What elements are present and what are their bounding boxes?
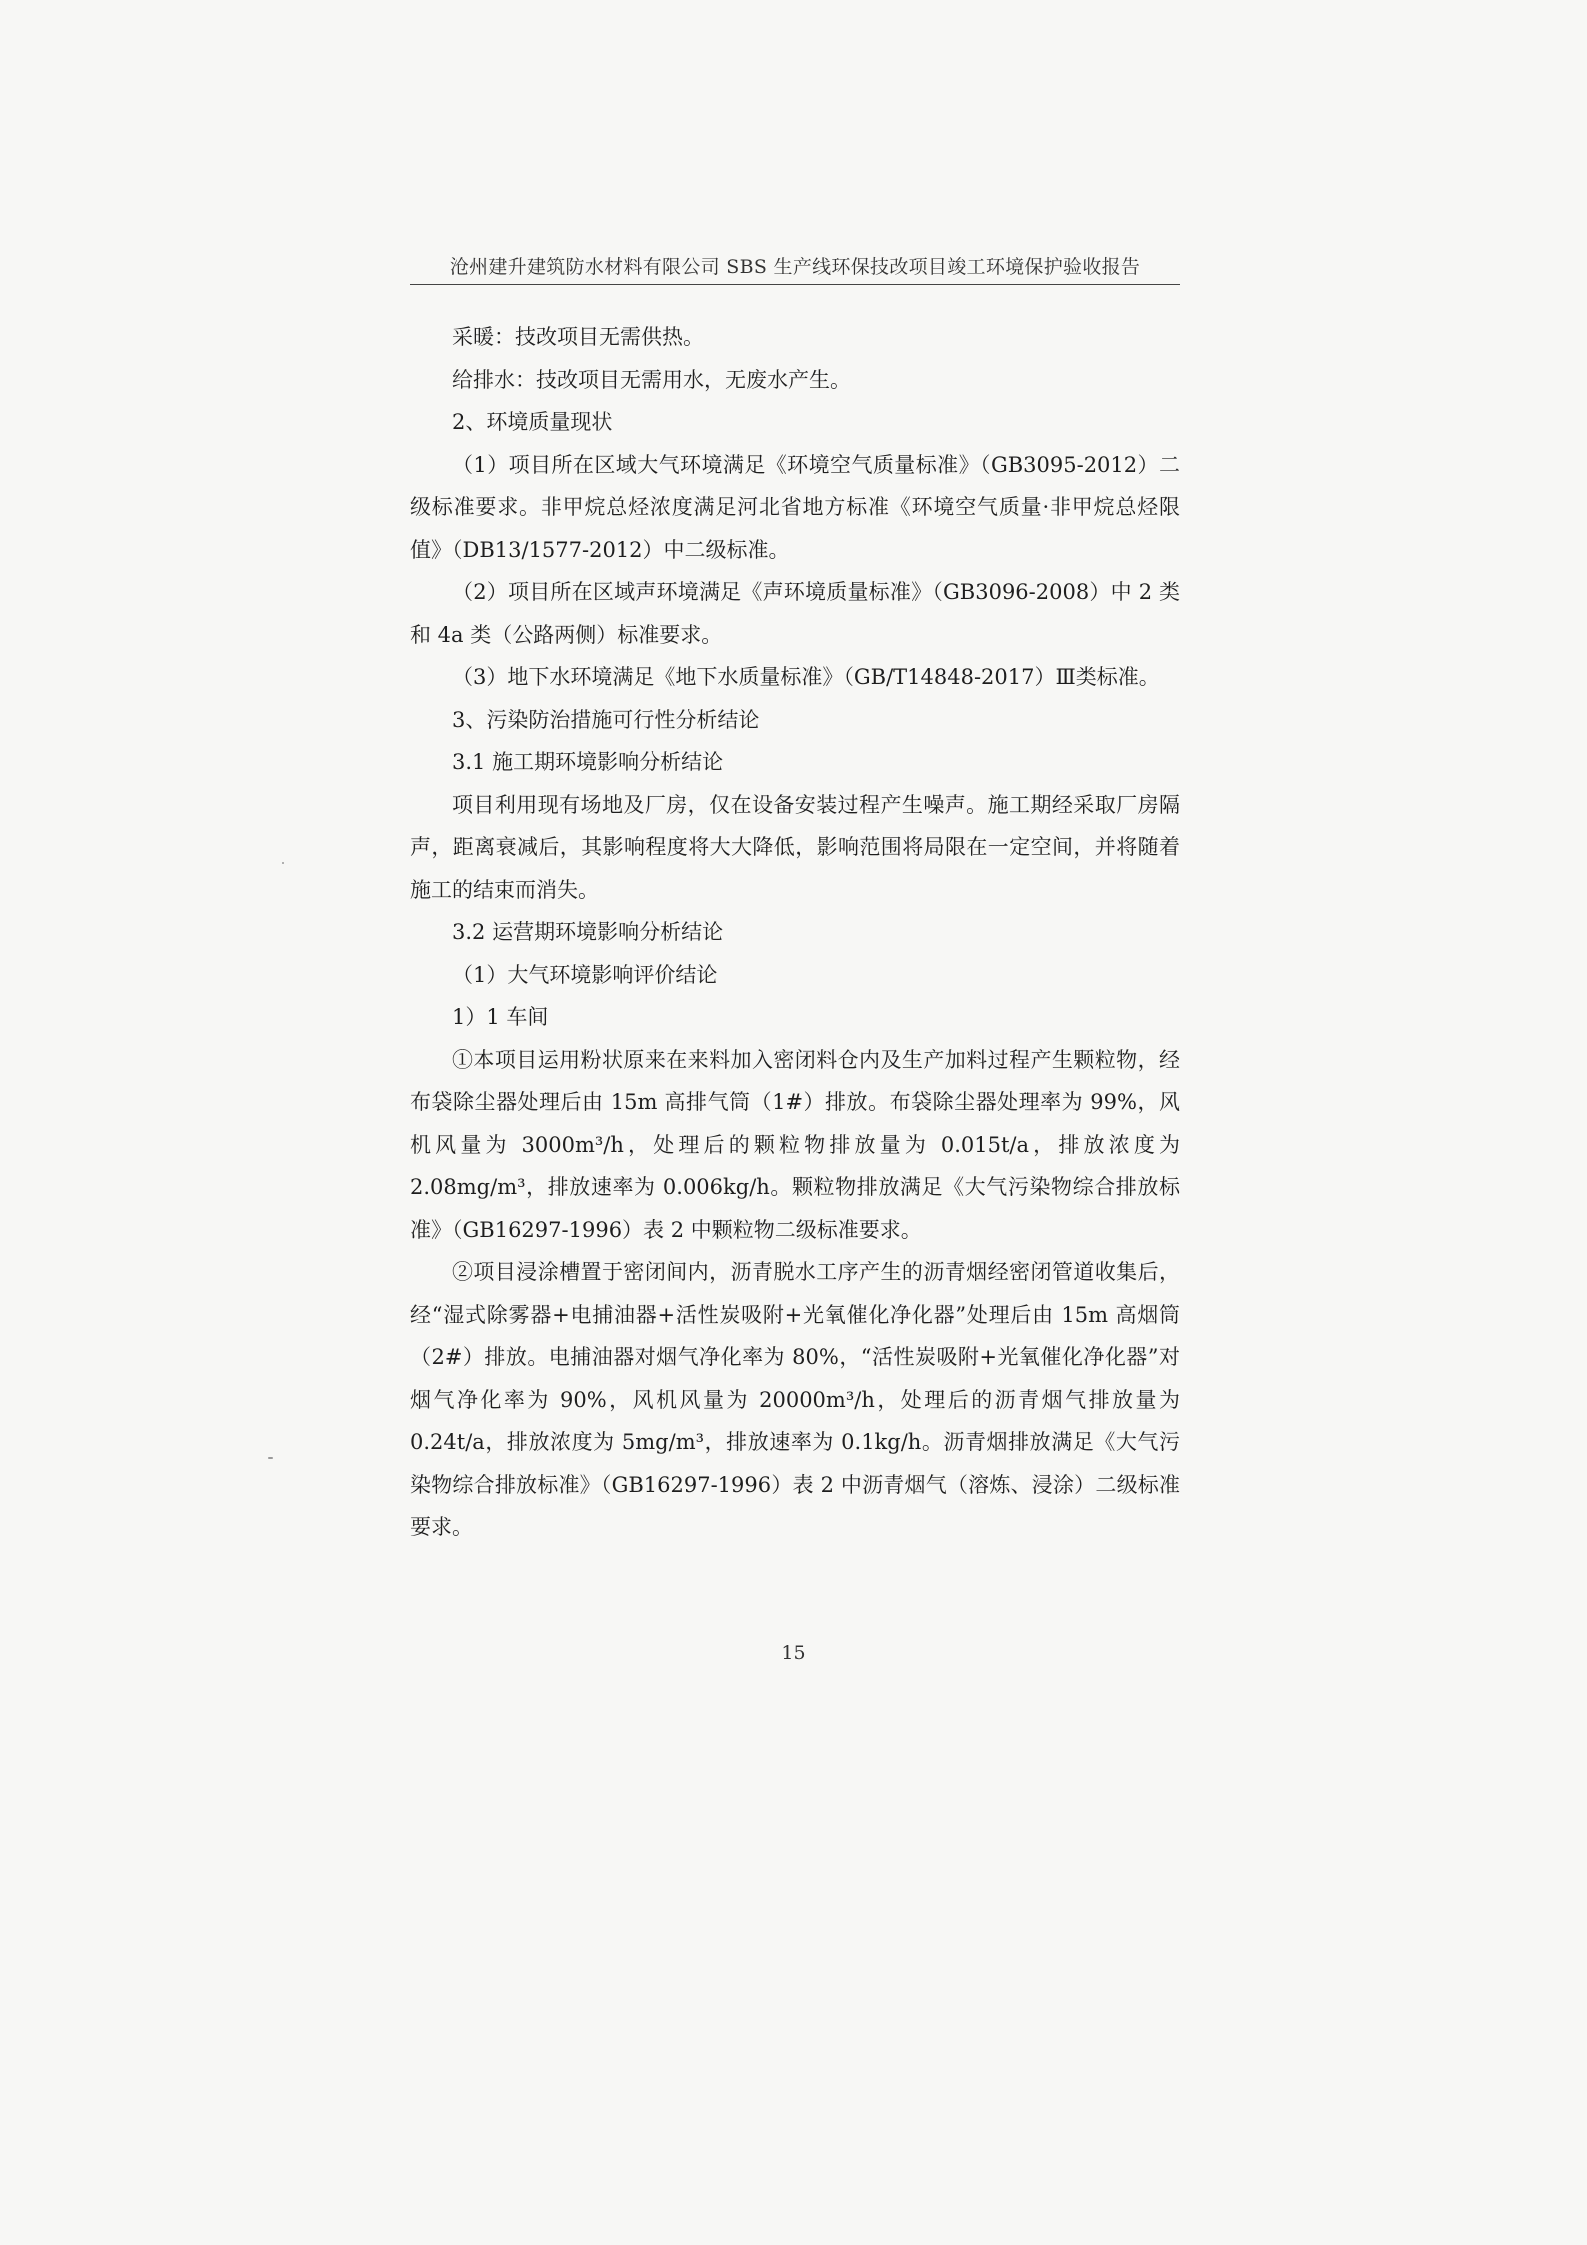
heading-environmental-quality: 2、环境质量现状 [452, 410, 613, 434]
heading-workshop-1: 1）1 车间 [452, 1005, 549, 1029]
header-rule [410, 284, 1180, 285]
paragraph-acoustic-quality: （2）项目所在区域声环境满足《声环境质量标准》（GB3096-2008）中 2 类和 4a 类（公路两侧）标准要求。 [410, 580, 1180, 647]
paragraph-particulate-emission: ①本项目运用粉状原来在来料加入密闭料仓内及生产加料过程产生颗粒物，经布袋除尘器处理后由 15m 高排气筒（1#）排放。布袋除尘器处理率为 99%，风机风量为 3000m³/h，处理后的颗粒物排放量为 0.015t/a，排放浓度为 2.08mg/m³，排放速率为 0.006kg/h。颗粒物排放满足《大气污染物综合排放标准》（GB16297-1996）表 2 中颗粒物二级标准要求。 [410, 1047, 1180, 1242]
scan-speck [268, 1457, 273, 1459]
paragraph-water-supply: 给排水：技改项目无需用水，无废水产生。 [452, 367, 851, 392]
heading-pollution-control: 3、污染防治措施可行性分析结论 [452, 707, 760, 732]
scan-speck [282, 862, 284, 864]
page-number: 15 [781, 1642, 806, 1664]
paragraph-construction-impact: 项目利用现有场地及厂房，仅在设备安装过程产生噪声。施工期经采取厂房隔声，距离衰减后，其影响程度将大大降低，影响范围将局限在一定空间，并将随着施工的结束而消失。 [410, 792, 1180, 902]
document-body [410, 316, 1180, 1549]
heading-air-impact: （1）大气环境影响评价结论 [452, 962, 718, 987]
paragraph-heating: 采暖：技改项目无需供热。 [452, 325, 704, 349]
paragraph-groundwater-quality: （3）地下水环境满足《地下水质量标准》（GB/T14848-2017）Ⅲ类标准。 [452, 665, 1160, 689]
heading-construction-period: 3.1 施工期环境影响分析结论 [452, 750, 724, 774]
paragraph-air-quality: （1）项目所在区域大气环境满足《环境空气质量标准》（GB3095-2012）二级标准要求。非甲烷总烃浓度满足河北省地方标准《环境空气质量·非甲烷总烃限值》（DB13/1577-2012）中二级标准。 [410, 452, 1180, 562]
page-header: 沧州建升建筑防水材料有限公司 SBS 生产线环保技改项目竣工环境保护验收报告 [449, 256, 1141, 278]
paragraph-asphalt-fume-emission: ②项目浸涂槽置于密闭间内，沥青脱水工序产生的沥青烟经密闭管道收集后，经“湿式除雾器+电捕油器+活性炭吸附+光氧催化净化器”处理后由 15m 高烟筒（2#）排放。电捕油器对烟气净化率为 80%，“活性炭吸附+光氧催化净化器”对烟气净化率为 90%，风机风量为 20000m³/h，处理后的沥青烟气排放量为 0.24t/a，排放浓度为 5mg/m³，排放速率为 0.1kg/h。沥青烟排放满足《大气污染物综合排放标准》（GB16297-1996）表 2 中沥青烟气（溶炼、浸涂）二级标准要求。 [410, 1260, 1180, 1539]
heading-operation-period: 3.2 运营期环境影响分析结论 [452, 920, 724, 944]
